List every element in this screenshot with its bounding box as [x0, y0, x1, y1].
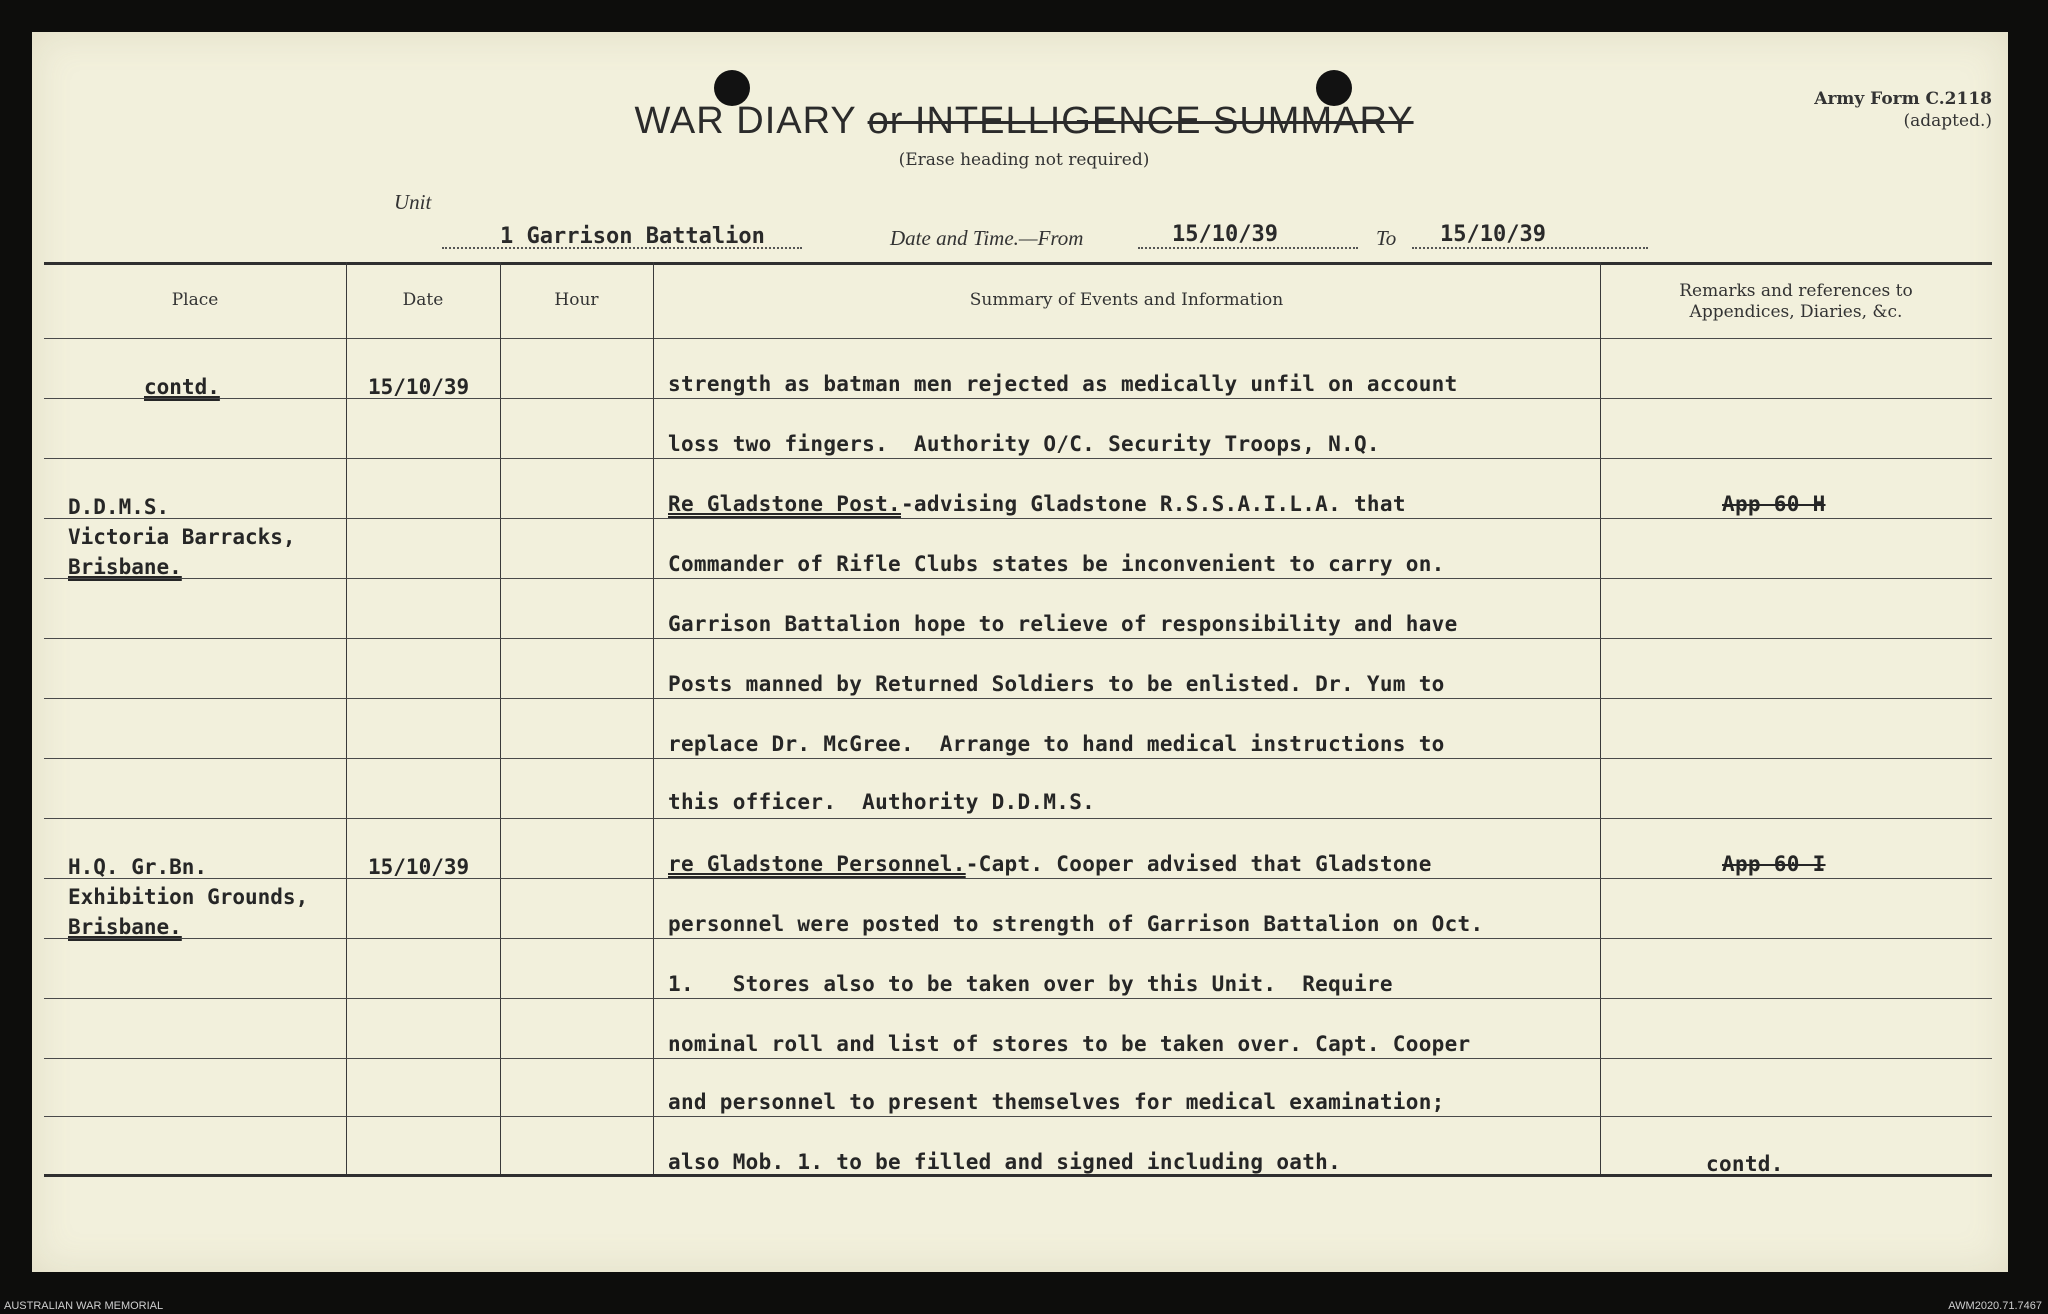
divider-place-date — [346, 262, 347, 1176]
ruled-line — [44, 518, 1992, 519]
summary-line — [668, 852, 1432, 876]
unit-label: Unit — [394, 190, 432, 214]
column-header-place: Place — [171, 290, 219, 310]
entry-subject: Re Gladstone Post. — [668, 492, 901, 516]
header-bottom-rule — [44, 338, 1992, 339]
summary-line: Posts manned by Returned Soldiers to be enlisted. Dr. Yum to — [668, 672, 1445, 696]
to-value: 15/10/39 — [1440, 222, 1546, 247]
summary-line: replace Dr. McGree. Arrange to hand medical instructions to — [668, 732, 1445, 756]
place-line: H.Q. Gr.Bn. — [68, 855, 208, 879]
place-block — [68, 492, 296, 582]
ruled-line — [44, 398, 1992, 399]
title-struck: or INTELLIGENCE SUMMARY — [867, 100, 1414, 142]
remarks-header-line-2: Appendices, Diaries, &c. — [1689, 302, 1903, 322]
footer-right: AWM2020.71.7467 — [1948, 1300, 2042, 1312]
divider-hour-summary — [653, 262, 654, 1176]
summary-line: 1. Stores also to be taken over by this Unit. Require — [668, 972, 1393, 996]
summary-line: strength as batman men rejected as medically unfil on account — [668, 372, 1458, 396]
place-line: Brisbane. — [68, 915, 182, 939]
summary-line: also Mob. 1. to be filled and signed including oath. — [668, 1150, 1342, 1174]
page-title — [0, 100, 2048, 143]
place-line: Exhibition Grounds, — [68, 885, 309, 909]
ruled-line — [44, 698, 1992, 699]
form-note: (adapted.) — [1903, 111, 1992, 131]
place-block — [68, 852, 308, 942]
subtitle: (Erase heading not required) — [898, 150, 1150, 170]
title-main: WAR DIARY — [634, 100, 857, 142]
remark-contd: contd. — [1706, 1152, 1784, 1176]
place-line: Victoria Barracks, — [68, 525, 296, 549]
ruled-line — [44, 1058, 1992, 1059]
summary-line: Commander of Rifle Clubs states be inconvenient to carry on. — [668, 552, 1445, 576]
date-from-label: Date and Time.—From — [890, 226, 1084, 250]
form-number: Army Form C.2118 — [1814, 89, 1992, 109]
footer-left: AUSTRALIAN WAR MEMORIAL — [4, 1300, 164, 1312]
ruled-line — [44, 878, 1992, 879]
from-dotted-line — [1138, 247, 1358, 249]
ruled-line — [44, 638, 1992, 639]
ruled-line — [44, 998, 1992, 999]
ruled-line — [44, 938, 1992, 939]
place-contd — [144, 372, 220, 402]
column-header-hour: Hour — [554, 290, 599, 310]
ruled-line — [44, 1116, 1992, 1117]
place-line: contd. — [144, 375, 220, 399]
divider-date-hour — [500, 262, 501, 1176]
summary-line — [668, 492, 1406, 516]
column-header-remarks — [1600, 281, 1992, 323]
ruled-line — [44, 458, 1992, 459]
remark-reference: App 60 I — [1722, 852, 1826, 876]
summary-line: personnel were posted to strength of Garrison Battalion on Oct. — [668, 912, 1484, 936]
summary-line: nominal roll and list of stores to be taken over. Capt. Cooper — [668, 1032, 1471, 1056]
summary-line: Garrison Battalion hope to relieve of responsibility and have — [668, 612, 1458, 636]
column-header-date: Date — [402, 290, 444, 310]
column-header-summary: Summary of Events and Information — [969, 290, 1284, 310]
diary-sheet — [32, 32, 2008, 1272]
entry-date: 15/10/39 — [368, 855, 470, 879]
remarks-header-line-1: Remarks and references to — [1679, 281, 1913, 301]
entry-subject: re Gladstone Personnel. — [668, 852, 966, 876]
remark-reference: App 60 H — [1722, 492, 1826, 516]
form-reference — [1814, 88, 1992, 132]
place-line: Brisbane. — [68, 555, 182, 579]
divider-summary-remarks — [1600, 262, 1601, 1176]
from-value: 15/10/39 — [1172, 222, 1278, 247]
ruled-line — [44, 818, 1992, 819]
table-top-rule — [44, 262, 1992, 265]
entry-date: 15/10/39 — [368, 375, 470, 399]
summary-text: -advising Gladstone R.S.S.A.I.L.A. that — [900, 492, 1406, 516]
summary-line: loss two fingers. Authority O/C. Security Troops, N.Q. — [668, 432, 1380, 456]
place-line: D.D.M.S. — [68, 495, 170, 519]
ruled-line — [44, 578, 1992, 579]
summary-line: this officer. Authority D.D.M.S. — [668, 790, 1096, 814]
summary-line: and personnel to present themselves for medical examination; — [668, 1090, 1445, 1114]
ruled-line — [44, 758, 1992, 759]
to-label: To — [1376, 226, 1397, 250]
table-bottom-rule — [44, 1174, 1992, 1177]
unit-value: 1 Garrison Battalion — [500, 224, 765, 249]
to-dotted-line — [1412, 247, 1648, 249]
summary-text: -Capt. Cooper advised that Gladstone — [965, 852, 1432, 876]
